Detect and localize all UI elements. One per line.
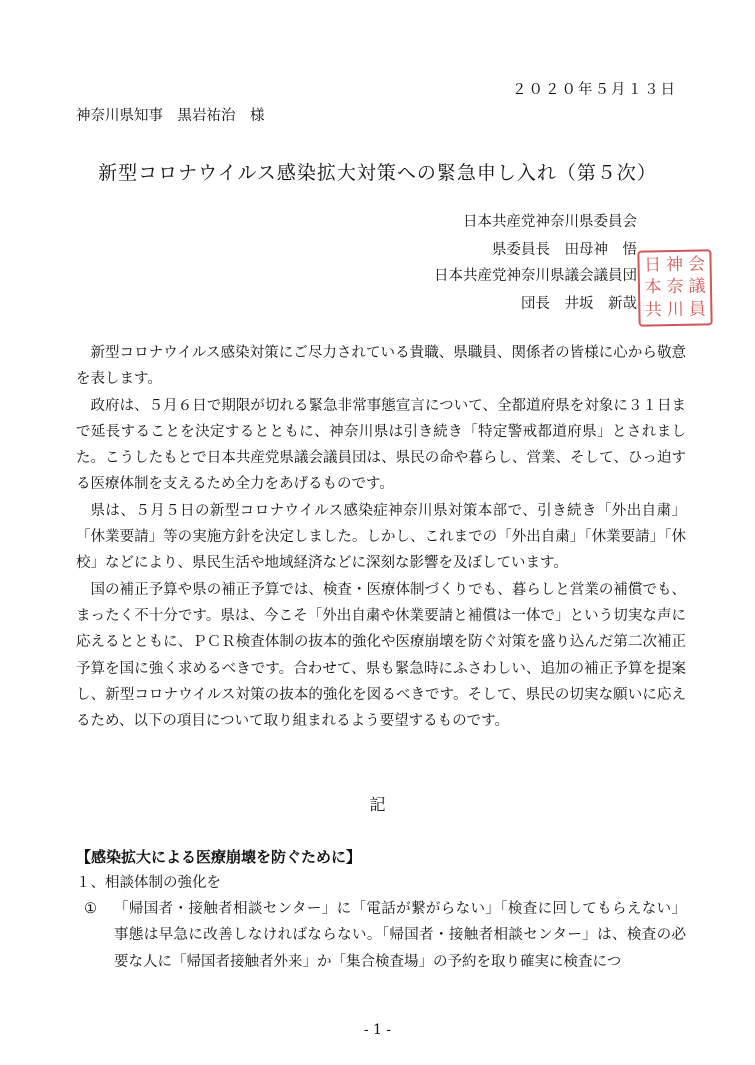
document-date: ２０２０年５月１３日 <box>512 82 677 98</box>
seal-char: 議 <box>688 276 706 298</box>
body-paragraph: 県は、５月５日の新型コロナウイルス感染症神奈川県対策本部で、引き続き「外出自粛」「休業要請」等の実施方針を決定しました。しかし、これまでの「外出自粛」「休業要請」「休校」などにより、県民生活や地域経済などに深刻な影響を及ぼしています。 <box>76 502 686 572</box>
ki-marker: 記 <box>369 795 386 814</box>
document-title: 新型コロナウイルス感染拡大対策への緊急申し入れ（第５次） <box>98 162 657 184</box>
body-paragraph: 国の補正予算や県の補正予算では、検査・医療体制づくりでも、暮らしと営業の補償でも、まったく不十分です。県は、今こそ「外出自粛や休業要請と補償は一体で」という切実な声に応えるとともに、ＰＣＲ検査体制の抜本的強化や医療崩壊を防ぐ対策を盛り込んだ第二次補正予算を国に強く求めるべきです。合わせて、県も緊急時にふさわしい、追加の補正予算を提案し、新型コロナウイルス対策の抜本的強化を図るべきです。そして、県民の切実な願いに応えるため、以下の項目について取り組まれるよう要望するものです。 <box>76 581 686 730</box>
seal-char: 神 <box>665 254 684 275</box>
sub-item <box>84 896 686 975</box>
sub-item-text: 「帰国者・接触者相談センター」に「電話が繋がらない」「検査に回してもらえない」事態は早急に改善しなければならない。「帰国者・接触者相談センター」は、検査の必要な人に「帰国者接触者外来」か「集合検査場」の予約を取り確実に検査につ <box>114 901 686 970</box>
seal-char: 日 <box>643 255 662 276</box>
body-text <box>76 340 686 734</box>
sender-leader: 団長 井坂 新哉 <box>521 296 637 312</box>
seal-char: 川 <box>666 300 685 321</box>
list-item-heading: １、相談体制の強化を <box>76 875 221 891</box>
seal-char: 会 <box>687 254 706 275</box>
sender-organization: 日本共産党神奈川県委員会 <box>463 214 637 230</box>
body-paragraph: 新型コロナウイルス感染対策にご尽力されている貴職、県職員、関係者の皆様に心から敬意を表します。 <box>76 345 686 388</box>
seal-char: 員 <box>688 299 707 320</box>
section-heading: 【感染拡大による医療崩壊を防ぐために】 <box>76 848 362 866</box>
seal-char: 共 <box>644 300 663 321</box>
seal-char: 奈 <box>666 277 684 298</box>
body-paragraph: 政府は、５月６日で期限が切れる緊急非常事態宣言について、全都道府県を対象に３１日まで延長することを決定するとともに、神奈川県は引き続き「特定警戒都道府県」とされました。こうしたもとで日本共産党県議会議員団は、県民の命や暮らし、営業、そして、ひっ迫する医療体制を支えるため全力をあげるものです。 <box>76 397 686 493</box>
sender-chair: 県委員長 田母神 悟 <box>492 242 637 258</box>
seal-char: 本 <box>644 277 662 299</box>
page-number: - 1 - <box>363 1022 392 1038</box>
sender-caucus: 日本共産党神奈川県議会議員団 <box>434 268 637 284</box>
sub-item-number: ① <box>84 901 97 917</box>
addressee: 神奈川県知事 黒岩祐治 様 <box>76 108 265 124</box>
official-seal-stamp <box>637 249 712 326</box>
